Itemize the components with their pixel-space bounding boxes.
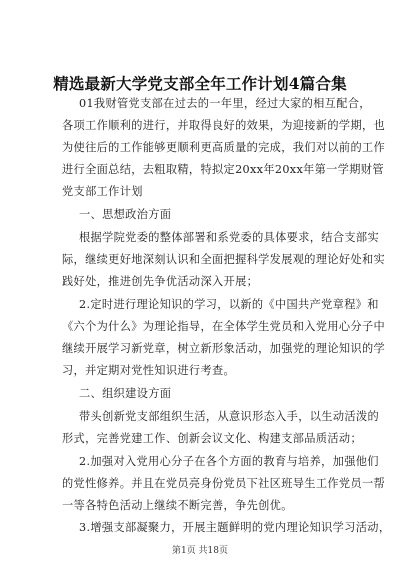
body-line: 一等各特色活动上继续不断完善，争先创优。 xyxy=(62,499,293,512)
page-number: 第1页 共18页 xyxy=(171,546,229,556)
body-line: 进行全面总结，去粗取精，特拟定20xx年20xx年第一学期财管 xyxy=(62,163,384,176)
body-line: 践好处，推进创先争优活动深入开展； xyxy=(62,275,259,288)
body-line: 带头创新党支部组织生活，从意识形态入手，以生动活泼的 xyxy=(79,410,379,423)
body-line: 习，并定期对党性知识进行考查。 xyxy=(62,364,236,377)
body-line: 继续开展学习新党章，树立新形象活动，加强党的理论知识的学 xyxy=(62,342,386,355)
body-line: 根据学院党委的整体部署和系党委的具体要求，结合支部实 xyxy=(79,231,379,244)
body-line: 际，继续更好地深刻认识和全面把握科学发展观的理论好处和实 xyxy=(62,253,386,266)
body-line: 党支部工作计划 xyxy=(62,185,143,198)
body-line: 2.定时进行理论知识的学习，以新的《中国共产党章程》和 xyxy=(79,298,379,311)
section-heading: 一、思想政治方面 xyxy=(79,208,172,221)
document-title: 精选最新大学党支部全年工作计划4篇合集 xyxy=(53,74,347,93)
body-line: 的党性修养。并且在党员亮身份党员下社区班导生工作党员一帮 xyxy=(62,477,386,490)
body-line: 形式，完善党建工作、创新会议文化、构建支部品质活动； xyxy=(62,432,362,445)
body-line: 2.加强对入党用心分子在各个方面的教育与培养，加强他们 xyxy=(79,455,379,468)
section-heading: 二、组织建设方面 xyxy=(79,387,172,400)
body-line: 各项工作顺利的进行，并取得良好的效果，为迎接新的学期，也 xyxy=(62,119,386,132)
body-line: 《六个为什么》为理论指导，在全体学生党员和入党用心分子中 xyxy=(62,320,386,333)
body-line: 为使往后的工作能够更顺利更高质量的完成，我们对以前的工作 xyxy=(62,141,386,154)
body-line: 01我财管党支部在过去的一年里，经过大家的相互配合， xyxy=(79,97,371,110)
body-line: 3.增强支部凝聚力，开展主题鲜明的党内理论知识学习活动， xyxy=(79,521,391,534)
